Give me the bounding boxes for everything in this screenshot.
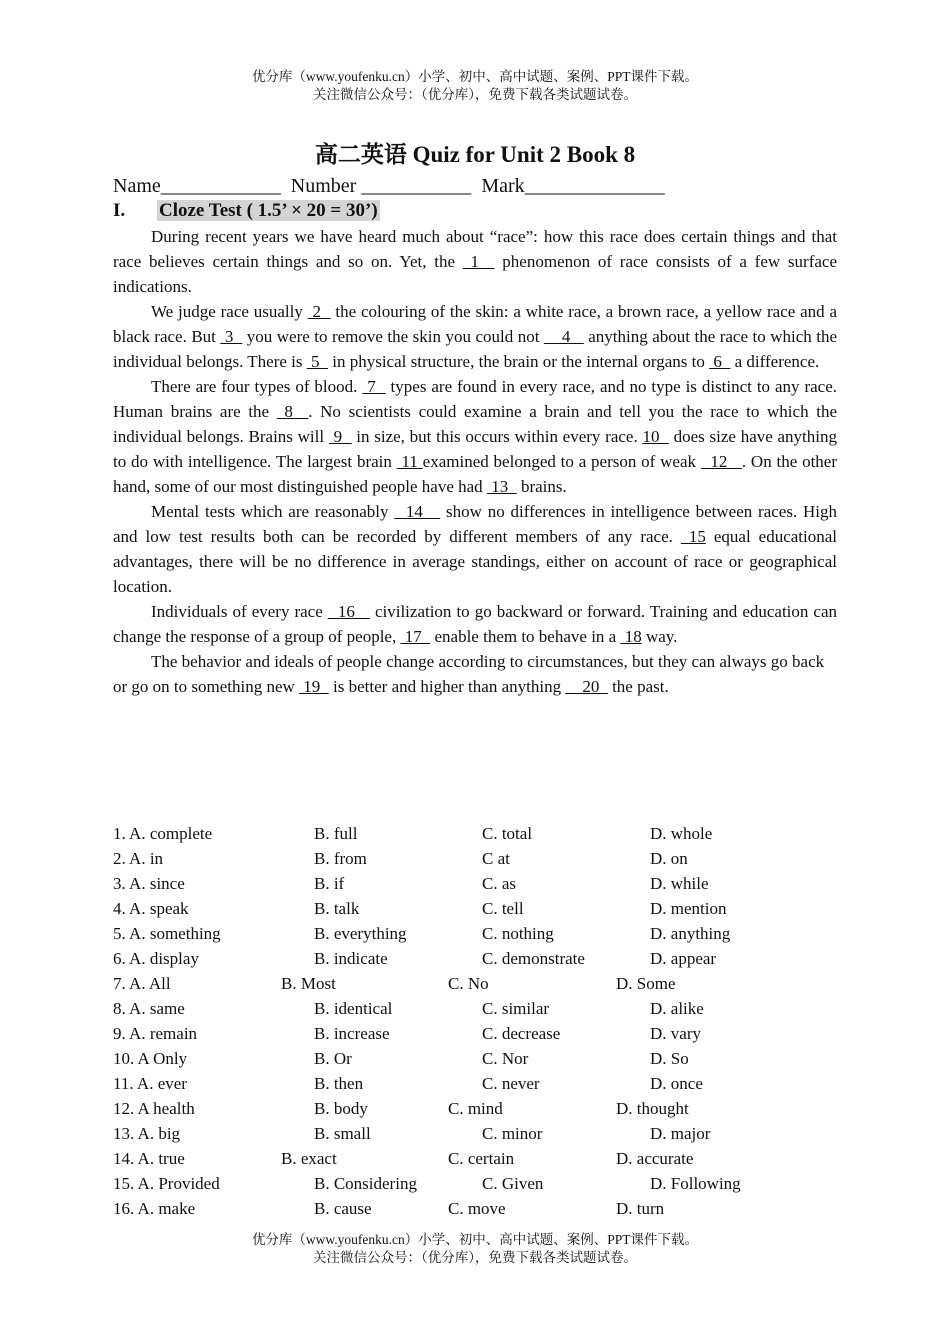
blank-5: 5 <box>306 352 328 371</box>
passage-text: civilization to go backward or forward. Training and education can change the response of a group of people, <box>113 602 838 646</box>
option-d: D. Following <box>650 1174 741 1193</box>
question-option-a: 10. A Only <box>113 1049 188 1068</box>
question-option-a: 6. A. display <box>113 949 199 968</box>
paragraph-3 <box>113 374 837 499</box>
option-c: C. Given <box>482 1174 544 1193</box>
option-row-15 <box>113 1171 853 1196</box>
question-option-a: 11. A. ever <box>113 1074 187 1093</box>
student-info-line <box>113 175 665 198</box>
mark-field: Mark______________ <box>481 175 665 197</box>
option-row-13 <box>113 1121 853 1146</box>
question-option-a: 1. A. complete <box>113 824 213 843</box>
passage-text: phenomenon of race consists of a few surface indications. <box>113 252 837 296</box>
footer-line-2: 关注微信公众号：（优分库），免费下载各类试题试卷。 <box>313 1250 637 1265</box>
option-row-16 <box>113 1196 853 1221</box>
footer-line-1: 优分库（www.youfenku.cn）小学、初中、高中试题、案例、PPT课件下载。 <box>251 1232 699 1247</box>
question-option-a: 8. A. same <box>113 999 185 1018</box>
passage-text: in size, but this occurs within every race. <box>351 427 643 446</box>
option-b: B. everything <box>314 924 407 943</box>
option-b: B. indicate <box>314 949 388 968</box>
option-c: C. mind <box>448 1099 503 1118</box>
section-number: I. <box>113 200 126 221</box>
option-row-10 <box>113 1046 853 1071</box>
blank-6: 6 <box>709 352 731 371</box>
option-row-9 <box>113 1021 853 1046</box>
question-option-a: 3. A. since <box>113 874 185 893</box>
option-c: C. nothing <box>482 924 554 943</box>
option-d: D. while <box>650 874 709 893</box>
page-footer <box>0 1231 950 1267</box>
option-d: D. whole <box>650 824 713 843</box>
option-b: B. Or <box>314 1049 352 1068</box>
question-option-a: 9. A. remain <box>113 1024 198 1043</box>
blank-4: 4 <box>543 327 584 346</box>
option-row-4 <box>113 896 853 921</box>
option-row-7 <box>113 971 853 996</box>
option-row-6 <box>113 946 853 971</box>
option-b: B. increase <box>314 1024 390 1043</box>
question-option-a: 12. A health <box>113 1099 195 1118</box>
option-b: B. from <box>314 849 367 868</box>
section-label: Cloze Test ( 1.5’ × 20 = 30’) <box>159 200 378 221</box>
option-c: C. No <box>448 974 489 993</box>
question-option-a: 2. A. in <box>113 849 164 868</box>
option-c: C. total <box>482 824 533 843</box>
passage-text: you were to remove the skin you could not <box>242 327 544 346</box>
option-b: B. Considering <box>314 1174 417 1193</box>
paragraph-4 <box>113 499 837 599</box>
blank-8: 8 <box>276 402 309 421</box>
passage-text: examined belonged to a person of weak <box>422 452 701 471</box>
question-option-a: 13. A. big <box>113 1124 181 1143</box>
passage-text: . On the other hand, some of our most distinguished people have had <box>113 452 837 496</box>
passage-text: We judge race usually <box>151 302 308 321</box>
blank-18: 18 <box>620 627 642 646</box>
passage-text: types are found in every race, and no type is distinct to any race. Human brains are the <box>113 377 838 421</box>
blank-17: 17 <box>400 627 431 646</box>
option-d: D. So <box>650 1049 689 1068</box>
cloze-passage <box>113 224 837 699</box>
question-option-a: 7. A. All <box>113 974 171 993</box>
passage-text: a difference. <box>730 352 820 371</box>
option-d: D. anything <box>650 924 731 943</box>
blank-10: 10 <box>642 427 669 446</box>
option-b: B. body <box>314 1099 368 1118</box>
option-c: C. Nor <box>482 1049 529 1068</box>
section-heading <box>113 200 380 222</box>
blank-1: 1 <box>462 252 495 271</box>
option-row-2 <box>113 846 853 871</box>
passage-text: in physical structure, the brain or the internal organs to <box>328 352 710 371</box>
option-d: D. vary <box>650 1024 701 1043</box>
blank-3: 3 <box>220 327 243 346</box>
blank-16: 16 <box>327 602 370 621</box>
answer-options <box>113 821 853 1221</box>
option-d: D. on <box>650 849 688 868</box>
question-option-a: 4. A. speak <box>113 899 189 918</box>
passage-text: equal educational advantages, there will be no difference in average standings, either on account of race or geographical location. <box>113 527 838 596</box>
option-b: B. then <box>314 1074 364 1093</box>
passage-text: Individuals of every race <box>151 602 328 621</box>
option-row-5 <box>113 921 853 946</box>
option-c: C. certain <box>448 1149 515 1168</box>
blank-20: 20 <box>565 677 608 696</box>
passage-text: There are four types of blood. <box>151 377 363 396</box>
option-row-12 <box>113 1096 853 1121</box>
option-b: B. small <box>314 1124 371 1143</box>
option-d: D. Some <box>616 974 676 993</box>
passage-text: way. <box>641 627 678 646</box>
paragraph-5 <box>113 599 837 649</box>
option-row-3 <box>113 871 853 896</box>
option-row-1 <box>113 821 853 846</box>
option-c: C. similar <box>482 999 550 1018</box>
option-b: B. talk <box>314 899 360 918</box>
option-c: C. never <box>482 1074 540 1093</box>
paragraph-6 <box>113 649 837 699</box>
question-option-a: 16. A. make <box>113 1199 196 1218</box>
paragraph-1 <box>113 224 837 299</box>
option-row-8 <box>113 996 853 1021</box>
option-d: D. major <box>650 1124 711 1143</box>
passage-text: the colouring of the skin: a white race, a brown race, a yellow race and a black race. But <box>113 302 838 346</box>
blank-2: 2 <box>307 302 331 321</box>
passage-text: the past. <box>607 677 669 696</box>
option-c: C at <box>482 849 510 868</box>
option-b: B. if <box>314 874 345 893</box>
option-b: B. exact <box>281 1149 337 1168</box>
option-row-14 <box>113 1146 853 1171</box>
blank-9: 9 <box>328 427 352 446</box>
option-c: C. tell <box>482 899 524 918</box>
passage-text: During recent years we have heard much about “race”: how this race does certain things and that race believes certain things and so on. Yet, the <box>113 227 837 271</box>
page-header <box>0 68 950 104</box>
blank-11: 11 <box>396 452 423 471</box>
blank-13: 13 <box>486 477 517 496</box>
option-d: D. thought <box>616 1099 689 1118</box>
option-d: D. mention <box>650 899 727 918</box>
question-option-a: 15. A. Provided <box>113 1174 220 1193</box>
name-field: Name____________ <box>113 175 281 197</box>
passage-text: brains. <box>516 477 567 496</box>
option-d: D. turn <box>616 1199 665 1218</box>
header-line-2: 关注微信公众号：（优分库），免费下载各类试题试卷。 <box>313 87 637 102</box>
question-option-a: 5. A. something <box>113 924 221 943</box>
passage-text: The behavior and ideals of people change according to circumstances, but they can always go back or go on to something new <box>113 652 825 696</box>
header-line-1: 优分库（www.youfenku.cn）小学、初中、高中试题、案例、PPT课件下载。 <box>251 69 699 84</box>
passage-text: anything about the race to which the individual belongs. There is <box>113 327 837 371</box>
option-c: C. minor <box>482 1124 543 1143</box>
option-c: C. demonstrate <box>482 949 585 968</box>
passage-text: is better and higher than anything <box>328 677 566 696</box>
option-b: B. identical <box>314 999 393 1018</box>
option-b: B. cause <box>314 1199 372 1218</box>
option-c: C. as <box>482 874 516 893</box>
blank-19: 19 <box>299 677 329 696</box>
question-option-a: 14. A. true <box>113 1149 185 1168</box>
option-c: C. move <box>448 1199 506 1218</box>
option-c: C. decrease <box>482 1024 561 1043</box>
passage-text: enable them to behave in a <box>430 627 621 646</box>
passage-text: does size have anything to do with intelligence. The largest brain <box>113 427 838 471</box>
option-b: B. Most <box>281 974 336 993</box>
option-b: B. full <box>314 824 358 843</box>
option-d: D. once <box>650 1074 703 1093</box>
blank-12: 12 <box>700 452 742 471</box>
option-d: D. accurate <box>616 1149 694 1168</box>
passage-text: . No scientists could examine a brain and tell you the race to which the individual belongs. Brains will <box>113 402 837 446</box>
blank-14: 14 <box>394 502 441 521</box>
paragraph-2 <box>113 299 837 374</box>
option-d: D. alike <box>650 999 704 1018</box>
passage-text: show no differences in intelligence between races. High and low test results both can be recorded by different members of any race. <box>113 502 837 546</box>
option-row-11 <box>113 1071 853 1096</box>
option-d: D. appear <box>650 949 717 968</box>
number-field: Number ___________ <box>290 175 472 197</box>
blank-15: 15 <box>680 527 706 546</box>
quiz-title: 高二英语 Quiz for Unit 2 Book 8 <box>314 142 636 167</box>
blank-7: 7 <box>362 377 386 396</box>
passage-text: Mental tests which are reasonably <box>151 502 395 521</box>
